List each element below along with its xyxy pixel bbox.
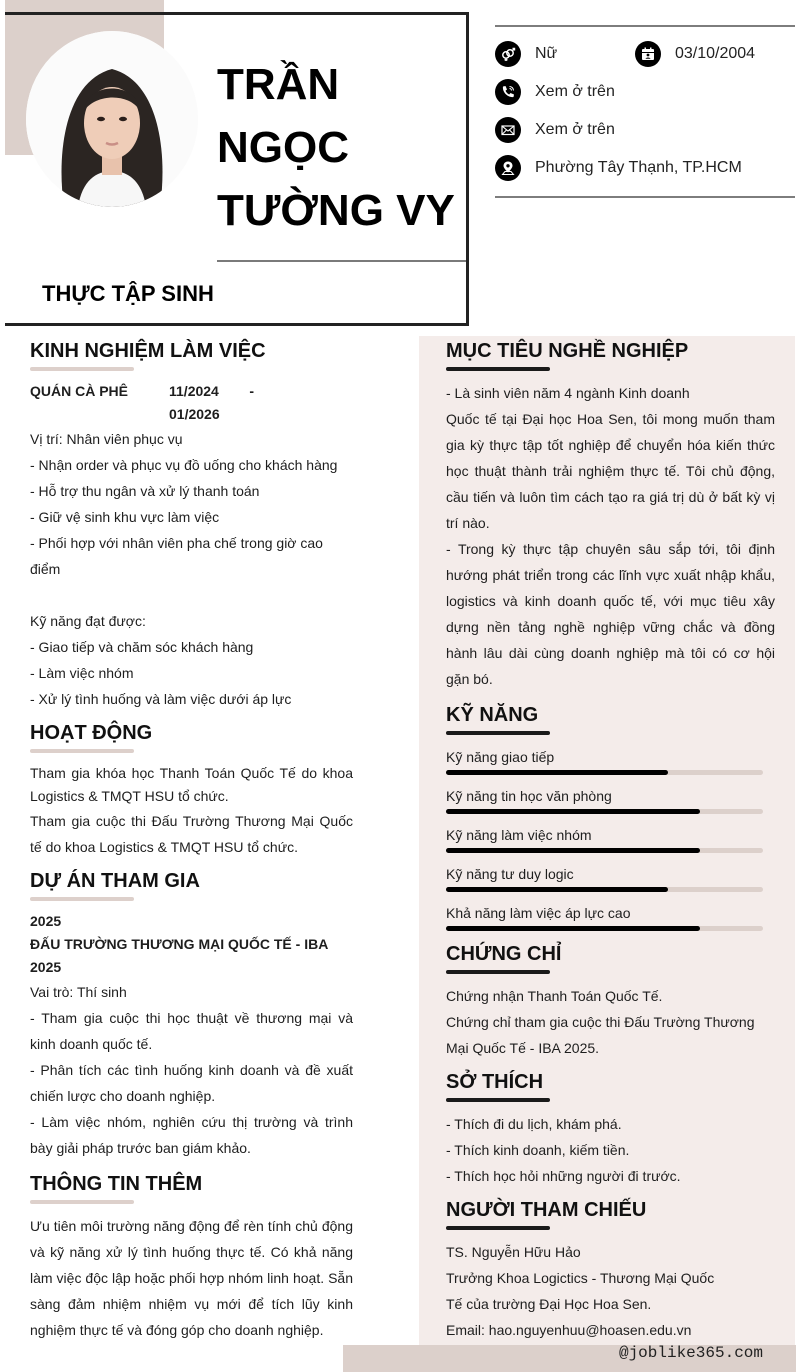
project-name: ĐẤU TRƯỜNG THƯƠNG MẠI QUỐC TẾ - IBA 2025 <box>30 936 328 975</box>
section-underline <box>30 749 134 753</box>
experience-line: - Xử lý tình huống và làm việc dưới áp lực <box>30 691 292 707</box>
experience-line: - Phối hợp với nhân viên pha chế trong giờ cao điểm <box>30 535 323 577</box>
phone-value: Xem ở trên <box>535 83 615 100</box>
calendar-icon <box>635 41 661 67</box>
skill-item <box>446 783 775 814</box>
section-references <box>446 1197 775 1343</box>
section-underline <box>30 1200 134 1204</box>
section-underline <box>30 897 134 901</box>
skill-bar-fill <box>446 887 668 892</box>
section-underline <box>446 1226 550 1230</box>
project-line: - Làm việc nhóm, nghiên cứu thị trường và trình bày giải pháp trước ban giám khảo. <box>30 1114 353 1156</box>
right-column <box>446 338 775 1343</box>
activity-item: Tham gia cuộc thi Đấu Trường Thương Mại Quốc tế do khoa Logistics & TMQT HSU tổ chức. <box>30 813 353 855</box>
skill-label: Kỹ năng giao tiếp <box>446 749 555 765</box>
reference-line: TS. Nguyễn Hữu Hảo <box>446 1244 581 1260</box>
section-title: THÔNG TIN THÊM <box>30 1173 203 1195</box>
contact-phone <box>495 79 615 105</box>
skill-item <box>446 861 775 892</box>
section-title: KINH NGHIỆM LÀM VIỆC <box>30 340 266 362</box>
hobby-item: - Thích học hỏi những người đi trước. <box>446 1168 681 1184</box>
experience-line: - Hỗ trợ thu ngân và xử lý thanh toán <box>30 483 260 499</box>
name-line: NGỌC <box>217 123 349 172</box>
skill-bar <box>446 848 763 853</box>
contact-email <box>495 117 615 143</box>
candidate-name <box>217 53 463 242</box>
certificate-item: Chứng nhận Thanh Toán Quốc Tế. <box>446 988 663 1004</box>
section-title: DỰ ÁN THAM GIA <box>30 870 200 892</box>
experience-separator: - <box>249 383 254 399</box>
reference-line: Tế của trường Đại Học Hoa Sen. <box>446 1296 652 1312</box>
profile-photo <box>26 31 198 207</box>
experience-line: Vị trí: Nhân viên phục vụ <box>30 431 183 447</box>
section-underline <box>446 367 550 371</box>
section-additional-info <box>30 1171 353 1343</box>
reference-line: Email: hao.nguyenhuu@hoasen.edu.vn <box>446 1322 692 1338</box>
experience-dates <box>169 380 269 426</box>
skill-label: Kỹ năng tin học văn phòng <box>446 788 612 804</box>
left-column <box>30 338 353 1343</box>
experience-line: - Nhận order và phục vụ đồ uống cho khách hàng <box>30 457 338 473</box>
project-line: - Phân tích các tình huống kinh doanh và đề xuất chiến lược cho doanh nghiệp. <box>30 1062 353 1104</box>
skill-label: Kỹ năng làm việc nhóm <box>446 827 592 843</box>
section-skills <box>446 702 775 931</box>
location-icon <box>495 155 521 181</box>
section-title: HOẠT ĐỘNG <box>30 722 153 744</box>
section-title: SỞ THÍCH <box>446 1071 544 1093</box>
section-certificates <box>446 941 775 1061</box>
section-underline <box>446 970 550 974</box>
experience-start: 11/2024 <box>169 383 219 399</box>
project-line: - Tham gia cuộc thi học thuật về thương mại và kinh doanh quốc tế. <box>30 1010 353 1052</box>
name-divider <box>217 260 466 262</box>
section-experience <box>30 338 353 712</box>
objective-paragraph: Quốc tế tại Đại học Hoa Sen, tôi mong muốn tham gia kỳ thực tập tốt nghiệp để chuyển hóa kiến thức học thuật thành trải nghiệm thực tế. Tôi chủ động, cầu tiến và luôn tìm cách tạo ra giá trị dù ở bất kỳ vị trí nào. <box>446 411 775 531</box>
section-title: MỤC TIÊU NGHỀ NGHIỆP <box>446 340 689 362</box>
section-underline <box>446 731 550 735</box>
portrait-image <box>26 31 198 207</box>
skill-item <box>446 900 775 931</box>
skill-bar-fill <box>446 770 668 775</box>
section-objective <box>446 338 775 692</box>
hobby-item: - Thích đi du lịch, khám phá. <box>446 1116 622 1132</box>
skills-list <box>446 744 775 931</box>
contact-divider-bottom <box>495 196 795 198</box>
experience-details <box>30 426 353 712</box>
birthday-value: 03/10/2004 <box>675 45 756 62</box>
skill-bar <box>446 809 763 814</box>
section-title: NGƯỜI THAM CHIẾU <box>446 1199 647 1221</box>
reference-line: Trưởng Khoa Logictics - Thương Mại Quốc <box>446 1270 715 1286</box>
section-title: KỸ NĂNG <box>446 704 539 726</box>
section-activities <box>30 720 353 860</box>
section-hobbies <box>446 1069 775 1189</box>
section-title: CHỨNG CHỈ <box>446 943 562 965</box>
email-value: Xem ở trên <box>535 121 615 138</box>
skill-item <box>446 822 775 853</box>
experience-header <box>30 380 353 426</box>
experience-line: Kỹ năng đạt được: <box>30 613 146 629</box>
mail-icon <box>495 117 521 143</box>
objective-paragraph: - Trong kỳ thực tập chuyên sâu sắp tới, tôi định hướng phát triển trong các lĩnh vực xuất nhập khẩu, logistics và kinh doanh quốc tế, với mục tiêu xây dựng nền tảng nghề nghiệp vững chắc và đồng hành lâu dài cùng doanh nghiệp mà tôi có cơ hội gặn bó. <box>446 541 775 687</box>
skill-bar-fill <box>446 926 700 931</box>
objective-line: - Là sinh viên năm 4 ngành Kinh doanh <box>446 385 690 401</box>
experience-line: - Làm việc nhóm <box>30 665 134 681</box>
contact-gender <box>495 41 557 67</box>
contact-address <box>495 155 742 181</box>
certificate-item: Chứng chỉ tham gia cuộc thi Đấu Trường Thương Mại Quốc Tế - IBA 2025. <box>446 1014 755 1056</box>
experience-line: - Giao tiếp và chăm sóc khách hàng <box>30 639 254 655</box>
skill-label: Kỹ năng tư duy logic <box>446 866 574 882</box>
skill-label: Khả năng làm việc áp lực cao <box>446 905 631 921</box>
gender-value: Nữ <box>535 45 558 62</box>
section-projects <box>30 868 353 1161</box>
skill-bar-fill <box>446 809 700 814</box>
experience-end: 01/2026 <box>169 406 220 422</box>
name-line: TƯỜNG VY <box>217 186 455 235</box>
hobby-item: - Thích kinh doanh, kiếm tiền. <box>446 1142 630 1158</box>
contact-divider-top <box>495 25 795 27</box>
additional-text: Ưu tiên môi trường năng động để rèn tính chủ động và kỹ năng xử lý tình huống thực tế. Có khả năng làm việc độc lập hoặc phối hợp nhóm linh hoạt. Sẵn sàng đảm nhiệm nhiệm vụ mới để tích lũy kinh nghiệm thực tế và đóng góp cho doanh nghiệp. <box>30 1218 353 1338</box>
skill-bar <box>446 926 763 931</box>
watermark: @joblike365.com <box>618 1344 763 1362</box>
skill-item <box>446 744 775 775</box>
section-underline <box>30 367 134 371</box>
project-year: 2025 <box>30 913 62 929</box>
experience-company: QUÁN CÀ PHÊ <box>30 383 129 399</box>
contact-birthday <box>635 41 755 67</box>
phone-icon <box>495 79 521 105</box>
skill-bar-fill <box>446 848 700 853</box>
project-line: Vai trò: Thí sinh <box>30 984 127 1000</box>
activity-item: Tham gia khóa học Thanh Toán Quốc Tế do khoa Logistics & TMQT HSU tổ chức. <box>30 765 353 804</box>
experience-line: - Giữ vệ sinh khu vực làm việc <box>30 509 220 525</box>
gender-icon <box>495 41 521 67</box>
name-line: TRẦN <box>217 60 340 109</box>
skill-bar <box>446 887 763 892</box>
skill-bar <box>446 770 763 775</box>
section-underline <box>446 1098 550 1102</box>
address-value: Phường Tây Thạnh, TP.HCM <box>535 159 742 176</box>
experience-line <box>30 582 353 608</box>
job-title: THỰC TẬP SINH <box>42 281 214 306</box>
